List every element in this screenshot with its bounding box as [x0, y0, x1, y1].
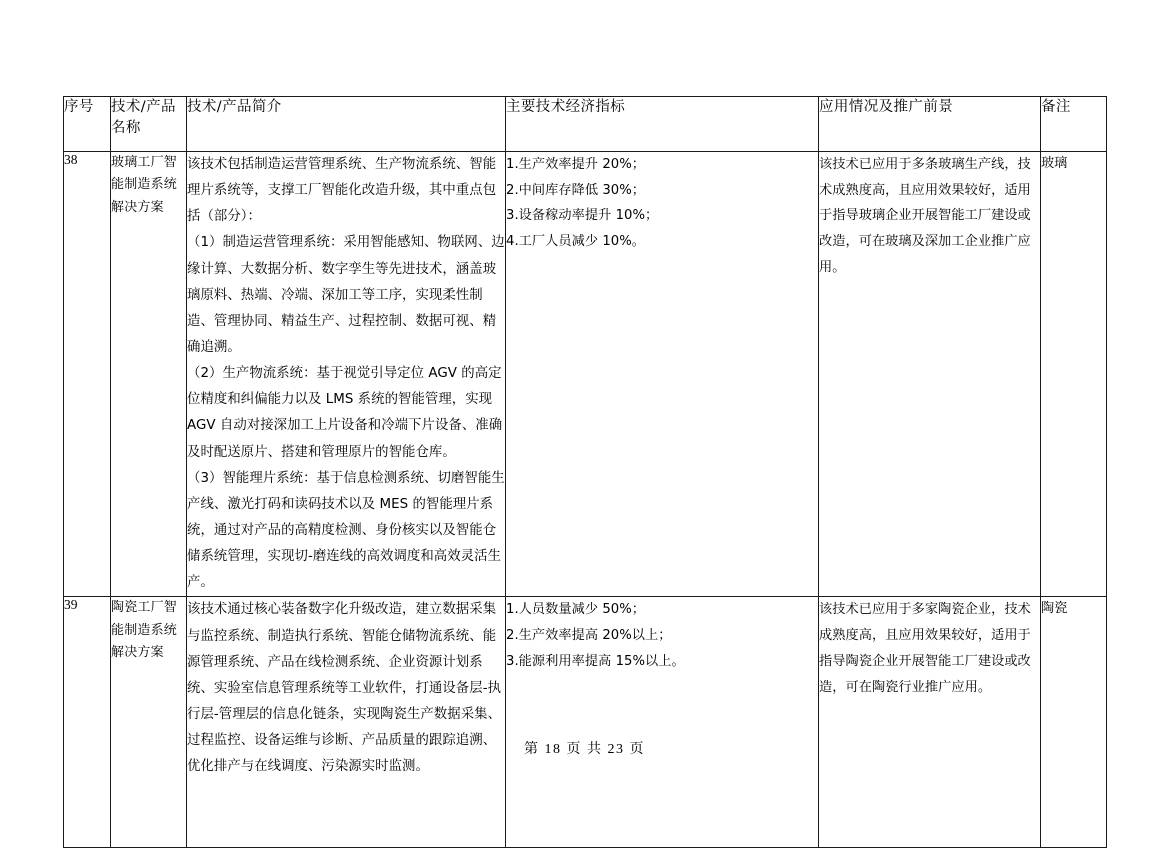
row-technical-economic-indicators — [506, 597, 819, 848]
column-header-application-and-promotion: 应用情况及推广前景 — [819, 97, 1041, 152]
column-header-remark: 备注 — [1041, 97, 1107, 152]
row-product-name: 玻璃工厂智能制造系统解决方案 — [111, 152, 187, 597]
metric-item: 4.工厂人员减少 10%。 — [506, 234, 646, 250]
row-application-and-promotion: 该技术已应用于多条玻璃生产线，技术成熟度高，且应用效果较好，适用于指导玻璃企业开展智能工厂建设或改造，可在玻璃及深加工企业推广应用。 — [819, 152, 1041, 597]
row-application-and-promotion: 该技术已应用于多家陶瓷企业，技术成熟度高，且应用效果较好，适用于指导陶瓷企业开展智能工厂建设或改造，可在陶瓷行业推广应用。 — [819, 597, 1041, 848]
page-footer: 第 18 页 共 23 页 — [524, 742, 645, 757]
row-sequence-number: 38 — [64, 152, 111, 597]
column-header-sequence-number: 序号 — [64, 97, 111, 152]
metric-item: 3.设备稼动率提升 10%； — [506, 208, 659, 224]
description-paragraph: （1）制造运营管理系统：采用智能感知、物联网、边缘计算、大数据分析、数字孪生等先进技术，涵盖玻璃原料、热端、冷端、深加工等工序，实现柔性制造、管理协同、精益生产、过程控制、数据可视、精确追溯。 — [187, 235, 505, 355]
metric-item: 2.生产效率提高 20%以上； — [506, 628, 672, 644]
technology-products-table — [63, 96, 1107, 848]
description-paragraph: （3）智能理片系统：基于信息检测系统、切磨智能生产线、激光打码和读码技术以及 MES 的智能理片系统，通过对产品的高精度检测、身份核实以及智能仓储系统管理，实现切-磨连线的高效调度和高效灵活生产。 — [187, 470, 505, 591]
row-sequence-number: 39 — [64, 597, 111, 848]
row-product-name: 陶瓷工厂智能制造系统解决方案 — [111, 597, 187, 848]
row-description — [187, 152, 506, 597]
description-paragraph: 该技术通过核心装备数字化升级改造，建立数据采集与监控系统、制造执行系统、智能仓储物流系统、能源管理系统、产品在线检测系统、企业资源计划系统、实验室信息管理系统等工业软件，打通设备层-执行层-管理层的信息化链条，实现陶瓷生产数据采集、过程监控、设备运维与诊断、产品质量的跟踪追溯、优化排产与在线调度、污染源实时监测。 — [187, 602, 502, 775]
table-header-row — [64, 97, 1107, 152]
table-row — [64, 597, 1107, 848]
metric-item: 1.生产效率提升 20%； — [506, 157, 646, 172]
metric-item: 1.人员数量减少 50%； — [506, 602, 646, 618]
row-remark: 陶瓷 — [1041, 597, 1107, 848]
row-remark: 玻璃 — [1041, 152, 1107, 597]
table-row — [64, 152, 1107, 597]
column-header-product-name-line2: 名称 — [111, 120, 141, 137]
description-paragraph: 该技术包括制造运营管理系统、生产物流系统、智能理片系统等，支撑工厂智能化改造升级，其中重点包括（部分）： — [187, 157, 497, 225]
row-description — [187, 597, 506, 848]
description-paragraph: （2）生产物流系统：基于视觉引导定位 AGV 的高定位精度和纠偏能力以及 LMS 系统的智能管理，实现 AGV 自动对接深加工上片设备和冷端下片设备、准确及时配送原片、搭建和管理原片的智能仓库。 — [187, 366, 503, 460]
metric-item: 3.能源利用率提高 15%以上。 — [506, 653, 685, 669]
column-header-technical-economic-indicators: 主要技术经济指标 — [506, 97, 819, 152]
row-technical-economic-indicators — [506, 152, 819, 597]
column-header-product-name — [111, 97, 187, 152]
metric-item: 2.中间库存降低 30%； — [506, 182, 646, 198]
column-header-description: 技术/产品简介 — [187, 97, 506, 152]
column-header-product-name-line1: 技术/产品 — [111, 99, 176, 115]
